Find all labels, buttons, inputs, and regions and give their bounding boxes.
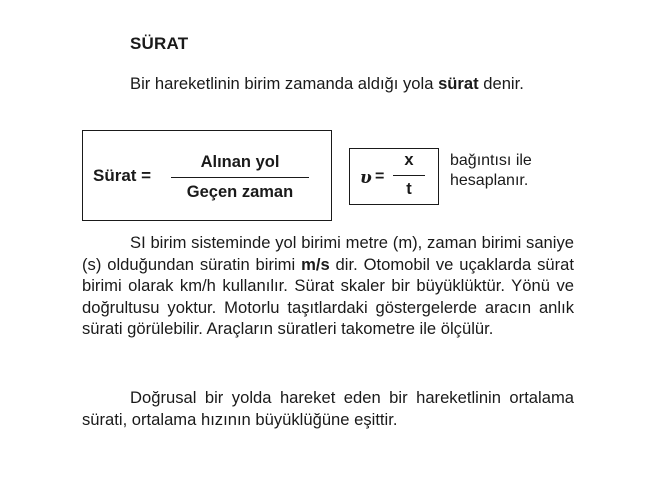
formula-fraction-bar (171, 177, 309, 178)
speed-symbol: υ (360, 168, 372, 188)
page-title: SÜRAT (130, 34, 189, 53)
symbol-fraction-bar (393, 175, 425, 176)
side-note-line1: bağıntısı ile (450, 152, 532, 169)
speed-formula-box (82, 130, 332, 221)
symbol-numerator: x (404, 151, 414, 169)
side-note-line2: hesaplanır. (450, 172, 529, 189)
side-note (450, 151, 600, 191)
intro-text-after: denir. (478, 74, 524, 93)
units-text-before: SI birim sisteminde yol birimi metre (m), zaman birimi saniye (s) olduğundan süratin birimi (82, 233, 574, 274)
average-speed-paragraph (82, 387, 574, 430)
intro-text-before: Bir hareketlinin birim zamanda aldığı yola (130, 74, 439, 93)
symbol-formula-box (349, 148, 439, 205)
units-bold-term: m/s (301, 254, 330, 274)
symbol-denominator: t (406, 180, 412, 198)
units-paragraph (82, 232, 574, 340)
symbol-equals: = (375, 168, 385, 185)
units-text-after: dir. Otomobil ve uçaklarda sürat birimi olarak km/h kullanılır. Sürat skaler bir büyüklüktür. Yönü ve doğrultusu yoktur. Motorlu taşıtlardaki göstergelerde aracın anlık sürati görülebilir. Araçların süratleri takometre ile ölçülür. (82, 254, 574, 338)
formula-numerator: Alınan yol (200, 153, 280, 171)
intro-paragraph (82, 73, 574, 95)
average-speed-text: Doğrusal bir yolda hareket eden bir hareketlinin ortalama sürati, ortalama hızının büyüklüğüne eşittir. (82, 388, 574, 429)
intro-bold-term: sürat (438, 74, 479, 93)
formula-denominator: Geçen zaman (186, 183, 294, 201)
formula-label: Sürat = (93, 166, 152, 185)
